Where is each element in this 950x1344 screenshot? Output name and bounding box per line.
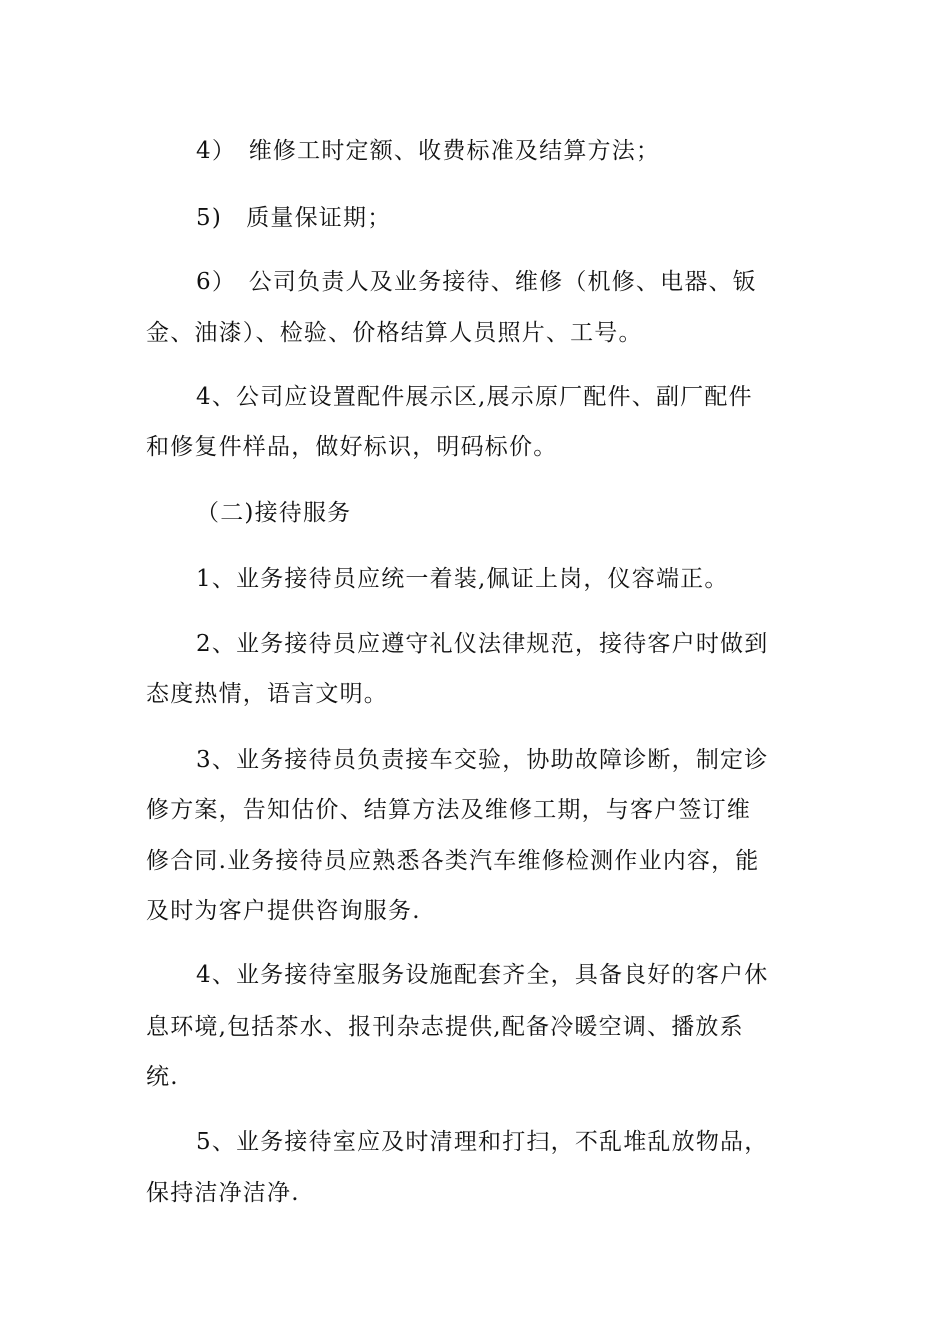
section-heading-reception-service: （二)接待服务 bbox=[196, 500, 352, 526]
list-item-6-staff-photos-line-2: 金、油漆）、检验、价格结算人员照片、工号。 bbox=[146, 320, 643, 346]
paragraph-4-facilities-line-1: 4、业务接待室服务设施配套齐全，具备良好的客户休 bbox=[196, 962, 769, 988]
list-item-4-fee-standards: 4） 维修工时定额、收费标准及结算方法； bbox=[196, 138, 661, 164]
paragraph-5-cleaning-line-2: 保持洁净洁净. bbox=[146, 1180, 300, 1206]
paragraph-3-vehicle-inspection-line-3: 修合同.业务接待员应熟悉各类汽车维修检测作业内容，能 bbox=[146, 848, 760, 874]
paragraph-4-facilities-line-2: 息环境,包括茶水、报刊杂志提供,配备冷暖空调、播放系 bbox=[146, 1014, 744, 1040]
list-item-6-staff-photos-line-1: 6） 公司负责人及业务接待、维修（机修、电器、钣 bbox=[196, 269, 757, 295]
paragraph-3-vehicle-inspection-line-2: 修方案，告知估价、结算方法及维修工期，与客户签订维 bbox=[146, 797, 751, 823]
paragraph-1-uniform: 1、业务接待员应统一着装,佩证上岗，仪容端正。 bbox=[196, 566, 729, 592]
paragraph-4-parts-display-line-1: 4、公司应设置配件展示区,展示原厂配件、副厂配件 bbox=[196, 384, 753, 410]
paragraph-3-vehicle-inspection-line-1: 3、业务接待员负责接车交验，协助故障诊断，制定诊 bbox=[196, 747, 769, 773]
paragraph-4-facilities-line-3: 统. bbox=[146, 1064, 179, 1090]
paragraph-2-etiquette-line-2: 态度热情，语言文明。 bbox=[146, 681, 388, 707]
paragraph-4-parts-display-line-2: 和修复件样品，做好标识，明码标价。 bbox=[146, 434, 558, 460]
paragraph-2-etiquette-line-1: 2、业务接待员应遵守礼仪法律规范，接待客户时做到 bbox=[196, 631, 769, 657]
paragraph-5-cleaning-line-1: 5、业务接待室应及时清理和打扫，不乱堆乱放物品， bbox=[196, 1129, 769, 1155]
paragraph-3-vehicle-inspection-line-4: 及时为客户提供咨询服务. bbox=[146, 898, 421, 924]
list-item-5-warranty-period: 5) 质量保证期； bbox=[196, 205, 392, 231]
